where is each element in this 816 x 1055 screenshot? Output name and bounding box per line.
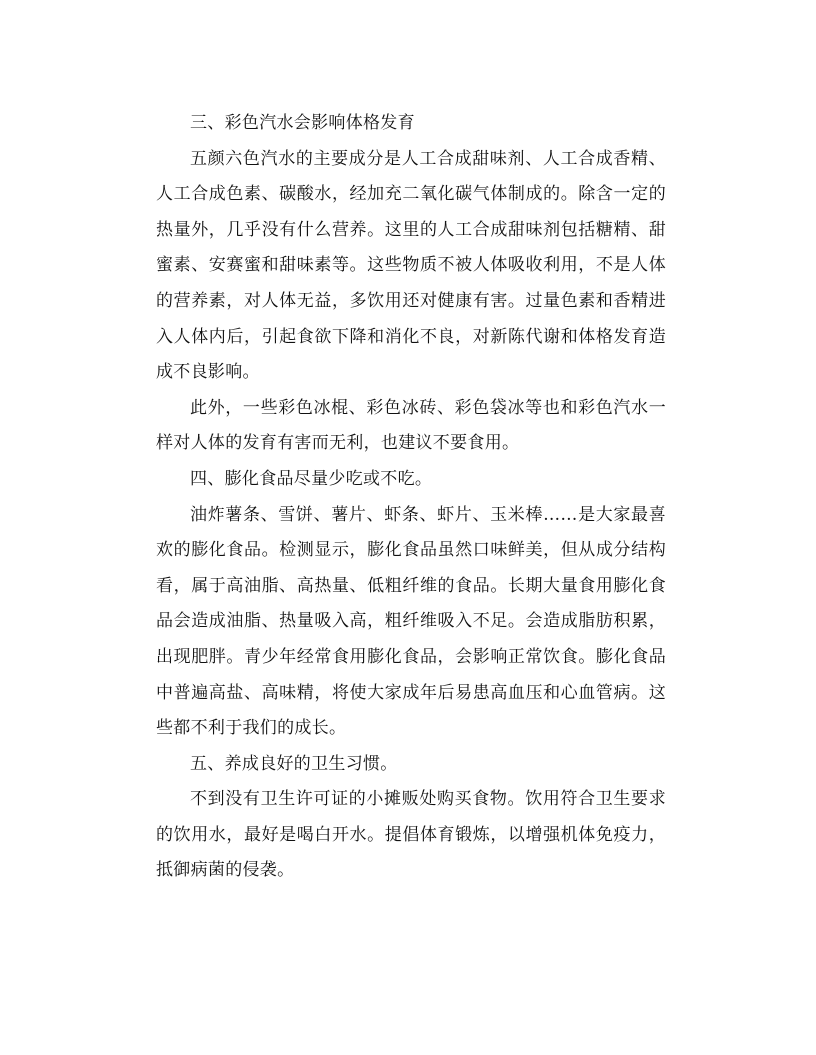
paragraph-soda-ingredients: 五颜六色汽水的主要成分是人工合成甜味剂、人工合成香精、人工合成色素、碳酸水，经加充二氧化碳气体制成的。除含一定的热量外，几乎没有什么营养。这里的人工合成甜味剂包括糖精、甜蜜素、安赛蜜和甜味素等。这些物质不被人体吸收利用，不是人体的营养素，对人体无益，多饮用还对健康有害。过量色素和香精进入人体内后，引起食欲下降和消化不良，对新陈代谢和体格发育造成不良影响。 (156, 148, 666, 383)
section-heading-hygiene: 五、养成良好的卫生习惯。 (190, 753, 398, 774)
section-heading-colored-soda: 三、彩色汽水会影响体格发育 (190, 113, 415, 133)
paragraph-colored-ice: 此外，一些彩色冰棍、彩色冰砖、彩色袋冰等也和彩色汽水一样对人体的发育有害而无利，也建议不要食用。 (156, 397, 666, 454)
paragraph-puffed-food: 油炸薯条、雪饼、薯片、虾条、虾片、玉米棒……是大家最喜欢的膨化食品。检测显示，膨化食品虽然口味鲜美，但从成分结构看，属于高油脂、高热量、低粗纤维的食品。长期大量食用膨化食品会造成油脂、热量吸入高，粗纤维吸入不足。会造成脂肪积累，出现肥胖。青少年经常食用膨化食品，会影响正常饮食。膨化食品中普遍高盐、高味精，将使大家成年后易患高血压和心血管病。这些都不利于我们的成长。 (156, 504, 666, 739)
paragraph-hygiene: 不到没有卫生许可证的小摊贩处购买食物。饮用符合卫生要求的饮用水，最好是喝白开水。提倡体育锻炼，以增强机体免疫力，抵御病菌的侵袭。 (156, 789, 666, 881)
section-heading-puffed-food: 四、膨化食品尽量少吃或不吃。 (190, 468, 433, 489)
document-body (156, 106, 666, 889)
